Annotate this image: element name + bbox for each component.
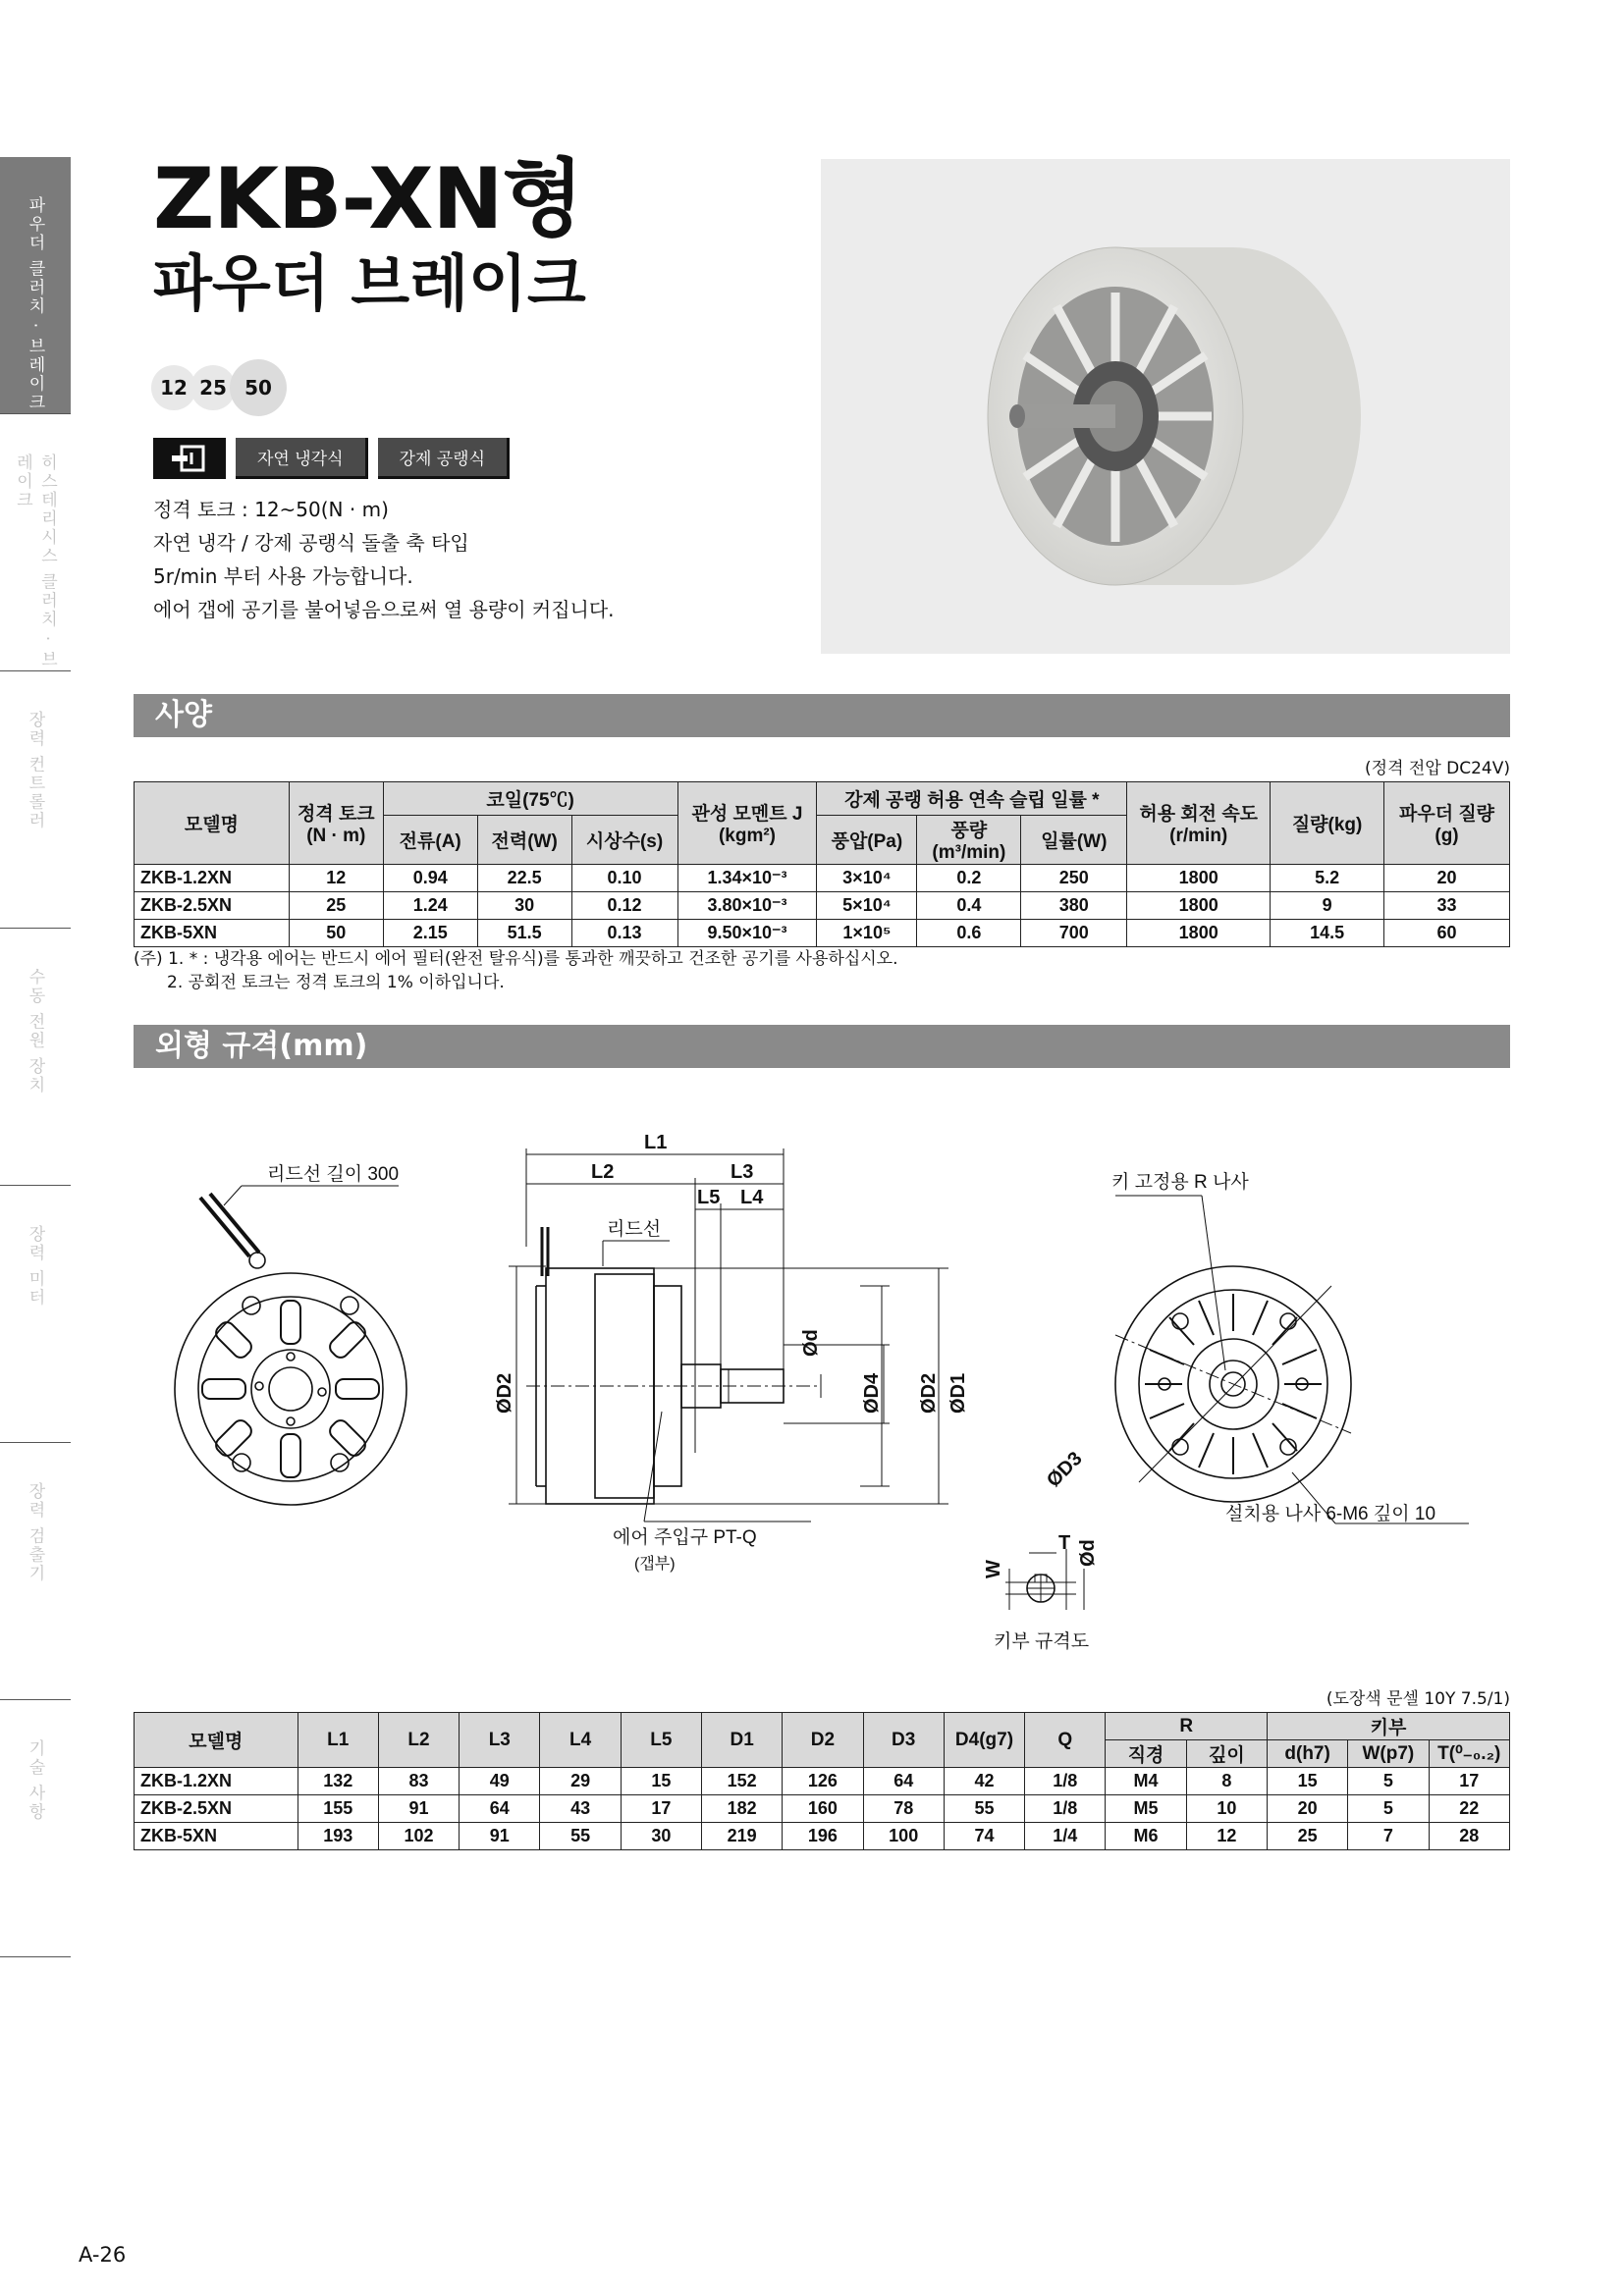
size-badges <box>151 359 281 416</box>
col-key-d: d(h7) <box>1267 1740 1347 1768</box>
col-l2: L2 <box>378 1713 459 1768</box>
cell: 20 <box>1267 1795 1347 1823</box>
cell: 0.94 <box>383 865 477 892</box>
cell-model: ZKB-5XN <box>135 920 290 947</box>
note-line: 2. 공회전 토크는 정격 토크의 1% 이하입니다. <box>167 973 505 992</box>
col-model: 모델명 <box>135 1713 298 1768</box>
cell: 5×10⁴ <box>817 892 917 920</box>
cell: 126 <box>783 1768 863 1795</box>
cell: 12 <box>289 865 383 892</box>
cell: 15 <box>1267 1768 1347 1795</box>
col-key-w: W(p7) <box>1348 1740 1429 1768</box>
cell: 22 <box>1429 1795 1509 1823</box>
dim-d2-left: ØD2 <box>494 1372 515 1414</box>
cell: 152 <box>702 1768 783 1795</box>
sidebar-item-tension-controller[interactable] <box>0 671 71 929</box>
cell: 250 <box>1021 865 1127 892</box>
page-subtitle: 파우더 브레이크 <box>153 247 586 319</box>
col-d4: D4(g7) <box>944 1713 1024 1768</box>
cell: 102 <box>378 1823 459 1850</box>
cell: 78 <box>863 1795 944 1823</box>
cell: 43 <box>540 1795 621 1823</box>
cell: 17 <box>621 1795 701 1823</box>
cell: 55 <box>540 1823 621 1850</box>
cell: 10 <box>1186 1795 1267 1823</box>
sidebar-item-label: 파우더 클러치 · 브레이크 <box>25 196 45 412</box>
cell: 7 <box>1348 1823 1429 1850</box>
cell: 49 <box>460 1768 540 1795</box>
cell: 380 <box>1021 892 1127 920</box>
forced-air-badge: 강제 공랭식 <box>378 438 511 479</box>
gap-label: (갭부) <box>634 1556 676 1573</box>
note-line: (주) 1. * : 냉각용 에어는 반드시 에어 필터(완전 탈유식)를 통과한 깨끗하고 건조한 공기를 사용하십시오. <box>134 949 898 969</box>
cell: 3.80×10⁻³ <box>677 892 817 920</box>
description-line: 5r/min 부터 사용 가능합니다. <box>153 564 413 588</box>
cell: 51.5 <box>477 920 571 947</box>
cell: 1.34×10⁻³ <box>677 865 817 892</box>
shaft-type-icon <box>153 438 226 479</box>
dims-table <box>134 1712 1510 1850</box>
col-r: R <box>1106 1713 1268 1740</box>
spec-notes <box>134 947 898 994</box>
cell: 20 <box>1384 865 1510 892</box>
col-q: Q <box>1025 1713 1106 1768</box>
cell: 29 <box>540 1768 621 1795</box>
cell: 0.4 <box>917 892 1021 920</box>
cell: 3×10⁴ <box>817 865 917 892</box>
cell: 28 <box>1429 1823 1509 1850</box>
cell: 100 <box>863 1823 944 1850</box>
air-inlet-label: 에어 주입구 PT-Q <box>613 1527 757 1548</box>
col-airflow: 풍량 (m³/min) <box>917 816 1021 865</box>
description-line: 정격 토크 : 12~50(N · m) <box>153 498 389 521</box>
cell: 12 <box>1186 1823 1267 1850</box>
spec-table <box>134 781 1510 947</box>
lead-length-label: 리드선 길이 300 <box>267 1164 400 1185</box>
cell: 219 <box>702 1823 783 1850</box>
cell: 83 <box>378 1768 459 1795</box>
cell: 30 <box>477 892 571 920</box>
cell: 1/8 <box>1025 1795 1106 1823</box>
col-coil: 코일(75℃) <box>383 782 677 816</box>
sidebar-item-tension-meter[interactable] <box>0 1186 71 1443</box>
cell: 22.5 <box>477 865 571 892</box>
cell: 0.10 <box>571 865 677 892</box>
dim-d4: ØD4 <box>861 1372 883 1414</box>
cell: 25 <box>1267 1823 1347 1850</box>
cell: 1.24 <box>383 892 477 920</box>
size-badge: 25 <box>190 365 236 410</box>
cell: 1/8 <box>1025 1768 1106 1795</box>
col-inertia: 관성 모멘트 J (kgm²) <box>677 782 817 865</box>
col-r-dia: 직경 <box>1106 1740 1186 1768</box>
sidebar-item-label: 장력 검출기 <box>25 1482 45 1583</box>
sidebar-item-label: 장력 컨트롤러 <box>25 711 45 830</box>
cell: 1/4 <box>1025 1823 1106 1850</box>
cell: 33 <box>1384 892 1510 920</box>
cell: 60 <box>1384 920 1510 947</box>
sidebar-item-technical[interactable] <box>0 1700 71 1957</box>
col-d2: D2 <box>783 1713 863 1768</box>
cell: 182 <box>702 1795 783 1823</box>
size-badge: 12 <box>151 365 196 410</box>
description-line: 자연 냉각 / 강제 공랭식 돌출 축 타입 <box>153 531 469 555</box>
sidebar-item-tension-detector[interactable] <box>0 1443 71 1700</box>
cell: M6 <box>1106 1823 1186 1850</box>
paint-color-note: (도장색 문셀 10Y 7.5/1) <box>1326 1689 1510 1709</box>
col-model: 모델명 <box>135 782 290 865</box>
col-pressure: 풍압(Pa) <box>817 816 917 865</box>
cell: 0.13 <box>571 920 677 947</box>
cell: 132 <box>298 1768 378 1795</box>
cell: 64 <box>460 1795 540 1823</box>
sidebar <box>0 157 71 1957</box>
cell: 55 <box>944 1795 1024 1823</box>
dimension-drawing <box>134 1099 1510 1659</box>
col-key-t: T(⁰₋₀.₂) <box>1429 1740 1509 1768</box>
cell: 17 <box>1429 1768 1509 1795</box>
col-current: 전류(A) <box>383 816 477 865</box>
cell: 30 <box>621 1823 701 1850</box>
table-row <box>135 1795 1510 1823</box>
sidebar-item-powder-clutch[interactable] <box>0 157 71 414</box>
col-powder: 파우더 질량 (g) <box>1384 782 1510 865</box>
cell: 1×10⁵ <box>817 920 917 947</box>
key-screw-label: 키 고정용 R 나사 <box>1111 1172 1249 1193</box>
cell: 15 <box>621 1768 701 1795</box>
cell-model: ZKB-2.5XN <box>135 1795 298 1823</box>
table-row <box>135 865 1510 892</box>
col-mass: 질량(kg) <box>1271 782 1384 865</box>
cell: 155 <box>298 1795 378 1823</box>
cell: 1800 <box>1127 892 1271 920</box>
col-l4: L4 <box>540 1713 621 1768</box>
cell: 9.50×10⁻³ <box>677 920 817 947</box>
dim-l2: L2 <box>591 1161 615 1183</box>
dim-l1: L1 <box>644 1132 668 1153</box>
table-row <box>135 1823 1510 1850</box>
cell: 8 <box>1186 1768 1267 1795</box>
col-d3: D3 <box>863 1713 944 1768</box>
description <box>153 493 615 626</box>
cell: 0.6 <box>917 920 1021 947</box>
dim-d2: ØD2 <box>918 1372 940 1414</box>
col-r-depth: 깊이 <box>1186 1740 1267 1768</box>
cell-model: ZKB-1.2XN <box>135 1768 298 1795</box>
cell: 74 <box>944 1823 1024 1850</box>
description-line: 에어 갭에 공기를 불어넣음으로써 열 용량이 커집니다. <box>153 598 615 621</box>
col-l5: L5 <box>621 1713 701 1768</box>
dim-key-d: Ød <box>1077 1539 1099 1567</box>
cell: 14.5 <box>1271 920 1384 947</box>
cell-model: ZKB-2.5XN <box>135 892 290 920</box>
col-forced-air: 강제 공랭 허용 연속 슬립 일률 * <box>817 782 1127 816</box>
lead-wire-label: 리드선 <box>607 1219 662 1240</box>
sidebar-item-hysteresis[interactable] <box>0 414 71 671</box>
mount-screw-label: 설치용 나사 6-M6 깊이 10 <box>1225 1504 1436 1524</box>
col-key: 키부 <box>1267 1713 1509 1740</box>
cell: 5.2 <box>1271 865 1384 892</box>
dim-t: T <box>1058 1532 1071 1554</box>
page-number: A-26 <box>79 2243 127 2267</box>
cell: 0.12 <box>571 892 677 920</box>
cell: 5 <box>1348 1768 1429 1795</box>
table-row <box>135 1768 1510 1795</box>
col-speed: 허용 회전 속도 (r/min) <box>1127 782 1271 865</box>
cell: 9 <box>1271 892 1384 920</box>
dims-section-header: 외형 규격(mm) <box>134 1025 1510 1068</box>
col-slip-power: 일률(W) <box>1021 816 1127 865</box>
cell: 64 <box>863 1768 944 1795</box>
cell: 91 <box>460 1823 540 1850</box>
cell: 1800 <box>1127 920 1271 947</box>
cell: 160 <box>783 1795 863 1823</box>
dim-l4: L4 <box>740 1187 764 1208</box>
sidebar-item-label: 기술 사항 <box>25 1739 45 1822</box>
cell: 50 <box>289 920 383 947</box>
cell: 25 <box>289 892 383 920</box>
cell-model: ZKB-1.2XN <box>135 865 290 892</box>
col-torque: 정격 토크 (N · m) <box>289 782 383 865</box>
cell: M5 <box>1106 1795 1186 1823</box>
dim-d1: ØD1 <box>947 1372 969 1414</box>
table-row <box>135 892 1510 920</box>
cell: 700 <box>1021 920 1127 947</box>
cell: 196 <box>783 1823 863 1850</box>
size-badge: 50 <box>230 359 287 416</box>
cell-model: ZKB-5XN <box>135 1823 298 1850</box>
col-power: 전력(W) <box>477 816 571 865</box>
key-spec-label: 키부 규격도 <box>994 1631 1090 1652</box>
cell: M4 <box>1106 1768 1186 1795</box>
page-title: ZKB-XN형 <box>153 150 583 248</box>
spec-section-header: 사양 <box>134 694 1510 737</box>
sidebar-item-label: 장력 미터 <box>25 1225 45 1308</box>
table-row <box>135 920 1510 947</box>
sidebar-item-label: 수동 전원 장치 <box>25 968 45 1095</box>
cell: 1800 <box>1127 865 1271 892</box>
cell: 42 <box>944 1768 1024 1795</box>
cell: 0.2 <box>917 865 1021 892</box>
col-d1: D1 <box>702 1713 783 1768</box>
rated-voltage-note: (정격 전압 DC24V) <box>1365 759 1510 778</box>
dim-d: Ød <box>800 1329 822 1357</box>
col-l1: L1 <box>298 1713 378 1768</box>
col-l3: L3 <box>460 1713 540 1768</box>
product-photo <box>821 159 1510 654</box>
cell: 91 <box>378 1795 459 1823</box>
cell: 193 <box>298 1823 378 1850</box>
sidebar-item-manual-power[interactable] <box>0 929 71 1186</box>
cell: 2.15 <box>383 920 477 947</box>
cell: 5 <box>1348 1795 1429 1823</box>
dim-l3: L3 <box>731 1161 754 1183</box>
dim-l5: L5 <box>697 1187 721 1208</box>
dim-d3: ØD3 <box>1042 1447 1087 1492</box>
feature-badges <box>153 438 510 479</box>
natural-cooling-badge: 자연 냉각식 <box>236 438 368 479</box>
sidebar-item-label: 히스테리시스 클러치 · 브레이크 <box>13 454 57 669</box>
dim-w: W <box>983 1560 1004 1578</box>
col-time-const: 시상수(s) <box>571 816 677 865</box>
